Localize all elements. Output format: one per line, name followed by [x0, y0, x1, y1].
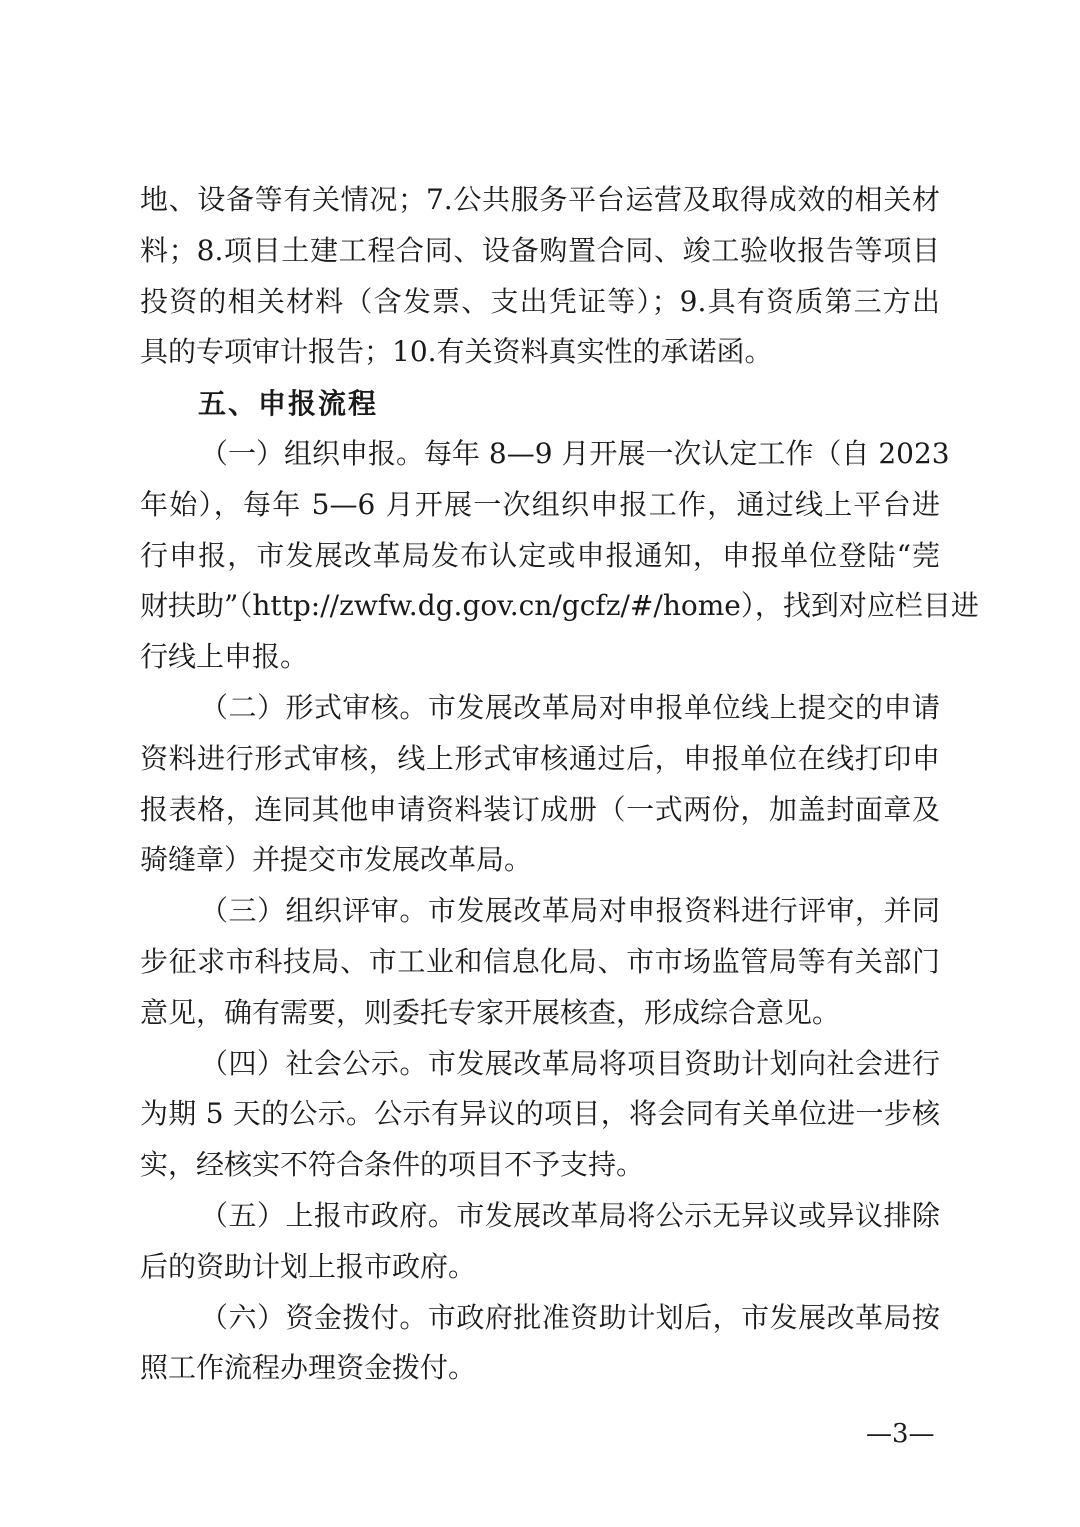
text-line: 投资的相关材料（含发票、支出凭证等）；9.具有资质第三方出: [140, 284, 940, 318]
text-line: 步征求市科技局、市工业和信息化局、市市场监管局等有关部门: [140, 945, 940, 978]
text-line: 实，经核实不符合条件的项目不予支持。: [140, 1148, 645, 1182]
text-line: 具的专项审计报告；10.有关资料真实性的承诺函。: [140, 335, 773, 369]
section-heading: 五、申报流程: [198, 387, 379, 420]
text-line: 财扶助”（http://zwfw.dg.gov.cn/gcfz/#/home），找到对应栏目进: [140, 589, 979, 623]
text-line: 意见，确有需要，则委托专家开展核查，形成综合意见。: [140, 995, 841, 1029]
text-line: （三）组织评审。市发展改革局对申报资料进行评审，并同: [200, 894, 940, 928]
text-line: （二）形式审核。市发展改革局对申报单位线上提交的申请: [200, 691, 940, 724]
text-line: （六）资金拨付。市政府批准资助计划后，市发展改革局按: [200, 1300, 940, 1334]
text-line: 资料进行形式审核，线上形式审核通过后，申报单位在线打印申: [140, 741, 940, 775]
text-line: 料；8.项目土建工程合同、设备购置合同、竣工验收报告等项目: [140, 233, 940, 267]
text-line: 报表格，连同其他申请资料装订成册（一式两份，加盖封面章及: [140, 792, 940, 826]
text-line: （四）社会公示。市发展改革局将项目资助计划向社会进行: [200, 1046, 940, 1080]
text-line: 地、设备等有关情况；7.公共服务平台运营及取得成效的相关材: [140, 183, 940, 216]
text-line: 年始），每年 5—6 月开展一次组织申报工作，通过线上平台进: [140, 487, 940, 521]
text-line: 照工作流程办理资金拨付。: [140, 1351, 477, 1385]
text-line: 行线上申报。: [140, 640, 309, 674]
text-line: 为期 5 天的公示。公示有异议的项目，将会同有关单位进一步核: [140, 1097, 940, 1131]
text-line: 行申报，市发展改革局发布认定或申报通知，申报单位登陆“莞: [140, 538, 940, 572]
page-number: —3—: [866, 1419, 935, 1449]
text-line: （五）上报市政府。市发展改革局将公示无异议或异议排除: [200, 1199, 940, 1232]
text-line: 骑缝章）并提交市发展改革局。: [140, 843, 533, 877]
text-line: 后的资助计划上报市政府。: [140, 1249, 477, 1283]
text-line: （一）组织申报。每年 8—9 月开展一次认定工作（自 2023: [200, 437, 950, 470]
